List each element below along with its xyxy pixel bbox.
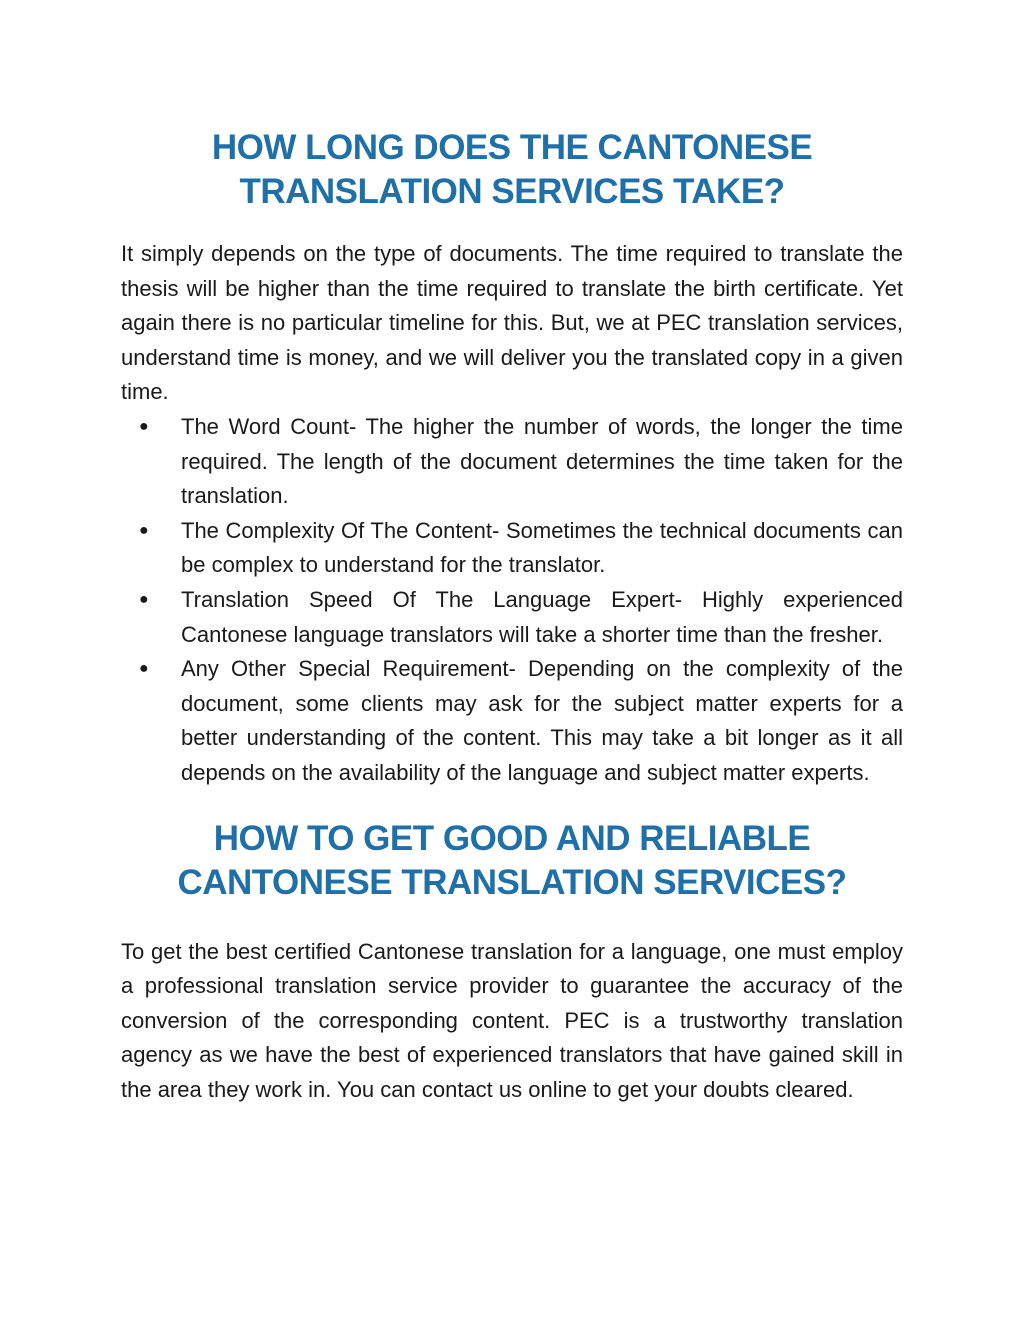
closing-paragraph: To get the best certified Cantonese translation for a language, one must employ a professional translation service provider to guarantee the accuracy of the conversion of the corresponding content. PEC is a trustworthy translation agency as we have the best of experienced translators that have gained skill in the area they work in. You can contact us online to get your doubts cleared. (121, 938, 903, 1102)
bullet-icon: ● (139, 521, 149, 539)
heading-line: HOW LONG DOES THE CANTONESE (211, 128, 813, 167)
factor-list (121, 410, 903, 791)
list-item (139, 652, 903, 790)
list-item (139, 410, 903, 514)
bullet-icon: ● (139, 660, 149, 678)
list-item-text: Any Other Special Requirement- Depending on the complexity of the document, some clients may ask for the subject matter experts for a better understanding of the content. This may take a bit longer as it all depends on the availability of the language and subject matter experts. (181, 656, 903, 785)
heading-line: HOW TO GET GOOD AND RELIABLE (213, 818, 811, 858)
heading-line: CANTONESE TRANSLATION SERVICES? (177, 862, 847, 902)
list-item-text: The Complexity Of The Content- Sometimes the technical documents can be complex to understand for the translator. (181, 517, 903, 578)
section-heading-reliable (121, 817, 903, 905)
list-item (139, 583, 903, 652)
list-item-text: The Word Count- The higher the number of words, the longer the time required. The length of the document determines the time taken for the translation. (181, 413, 903, 509)
bullet-icon: ● (139, 590, 149, 608)
list-item (139, 514, 903, 583)
section-heading-duration (121, 126, 903, 214)
list-item-text: Translation Speed Of The Language Expert- Highly experienced Cantonese language translators will take a shorter time than the fresher. (181, 586, 903, 647)
document-page (121, 118, 903, 1107)
heading-line: TRANSLATION SERVICES TAKE? (239, 172, 785, 211)
bullet-icon: ● (139, 417, 149, 435)
intro-paragraph: It simply depends on the type of documents. The time required to translate the thesis will be higher than the time required to translate the birth certificate. Yet again there is no particular timeline for this. But, we at PEC translation services, understand time is money, and we will deliver you the translated copy in a given time. (121, 241, 903, 405)
